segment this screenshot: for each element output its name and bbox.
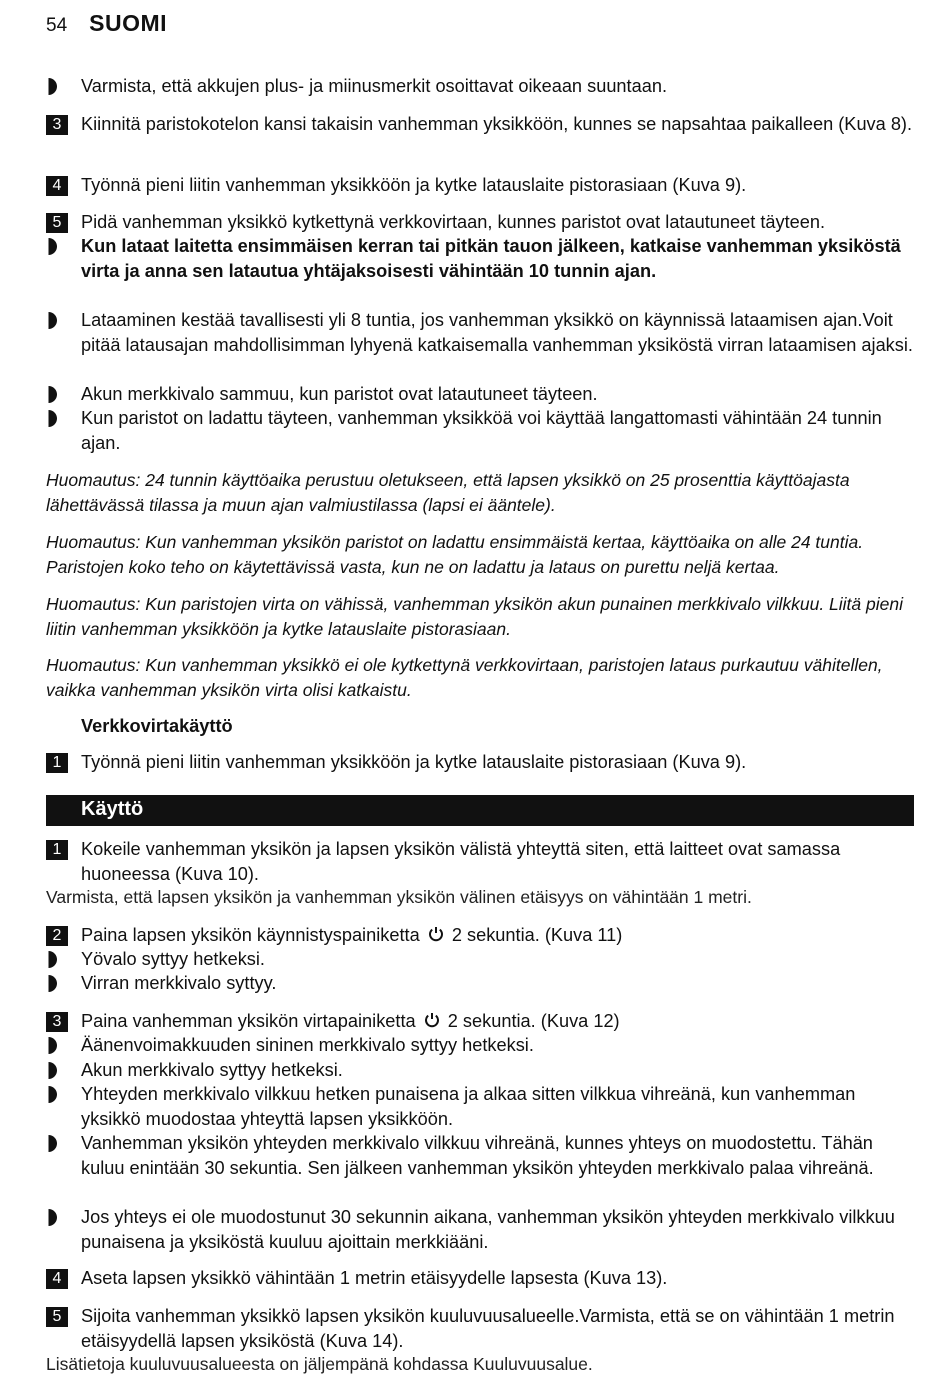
section-title: Käyttö bbox=[81, 798, 144, 820]
note: Huomautus: 24 tunnin käyttöaika perustuu oletukseen, että lapsen yksikkö on 25 prosenttia käyttöajasta lähettävässä tilassa ja muun ajan valmiustilassa (lapsi ei ääntele). bbox=[46, 470, 850, 515]
bullet-item: Kun paristot on ladattu täyteen, vanhemman yksikköä voi käyttää langattomasti vähintään 24 tunnin ajan. bbox=[46, 406, 916, 455]
power-icon bbox=[428, 926, 444, 942]
bullet-icon bbox=[46, 975, 56, 992]
step-item: 4 Aseta lapsen yksikkö vähintään 1 metrin etäisyydelle lapsesta (Kuva 13). bbox=[46, 1266, 916, 1291]
bullet-icon bbox=[46, 1135, 56, 1152]
subsection-heading: Verkkovirtakäyttö bbox=[81, 716, 233, 736]
step-number: 1 bbox=[46, 840, 68, 860]
note: Huomautus: Kun paristojen virta on vähissä, vanhemman yksikön akun punainen merkkivalo vilkkuu. Liitä pieni liitin vanhemman yksikköön ja kytke latauslaite pistorasiaan. bbox=[46, 594, 903, 639]
step-number: 4 bbox=[46, 1269, 68, 1289]
step-number: 4 bbox=[46, 176, 68, 196]
bullet-item: Äänenvoimakkuuden sininen merkkivalo syttyy hetkeksi. bbox=[46, 1033, 916, 1058]
step-item: 5 Pidä vanhemman yksikkö kytkettynä verkkovirtaan, kunnes paristot ovat latautuneet täyteen. bbox=[46, 210, 916, 235]
bullet-icon bbox=[46, 1037, 56, 1054]
plain-text: Varmista, että lapsen yksikön ja vanhemman yksikön välinen etäisyys on vähintään 1 metri. bbox=[46, 887, 752, 907]
step-item: 3 Paina vanhemman yksikön virtapainiketta 2 sekuntia. (Kuva 12) bbox=[46, 1009, 916, 1034]
bullet-item: Vanhemman yksikön yhteyden merkkivalo vilkkuu vihreänä, kunnes yhteys on muodostettu. Tähän kuluu enintään 30 sekuntia. Sen jälkeen vanhemman yksikön yhteyden merkkivalo palaa vihreänä. bbox=[46, 1131, 916, 1180]
plain-text: Lisätietoja kuuluvuusalueesta on jäljempänä kohdassa Kuuluvuusalue. bbox=[46, 1354, 593, 1374]
bullet-icon bbox=[46, 1062, 56, 1079]
bullet-item: Yhteyden merkkivalo vilkkuu hetken punaisena ja alkaa sitten vilkkua vihreänä, kun vanhemman yksikkö muodostaa yhteyttä lapsen yksikköön. bbox=[46, 1082, 916, 1131]
bullet-icon bbox=[46, 238, 56, 255]
section-heading-bar bbox=[46, 795, 914, 826]
page-header bbox=[46, 10, 167, 40]
power-icon bbox=[424, 1012, 440, 1028]
bullet-item: Lataaminen kestää tavallisesti yli 8 tuntia, jos vanhemman yksikkö on käynnissä lataamisen ajan.Voit pitää latausajan mahdollisimman lyhyenä katkaisemalla vanhemman yksiköstä virran lataamisen ajaksi. bbox=[46, 308, 916, 357]
step-number: 2 bbox=[46, 926, 68, 946]
step-item: 2 Paina lapsen yksikön käynnistyspainiketta 2 sekuntia. (Kuva 11) bbox=[46, 923, 916, 948]
bullet-item: Akun merkkivalo syttyy hetkeksi. bbox=[46, 1058, 916, 1083]
step-item: 3 Kiinnitä paristokotelon kansi takaisin vanhemman yksikköön, kunnes se napsahtaa paikalleen (Kuva 8). bbox=[46, 112, 916, 137]
page-language-title: SUOMI bbox=[89, 10, 168, 36]
step-item: 5 Sijoita vanhemman yksikkö lapsen yksikön kuuluvuusalueelle.Varmista, että se on vähintään 1 metrin etäisyydellä lapsen yksiköstä (Kuva 14). bbox=[46, 1304, 916, 1353]
bullet-icon bbox=[46, 312, 56, 329]
note: Huomautus: Kun vanhemman yksikön paristot on ladattu ensimmäistä kertaa, käyttöaika on alle 24 tuntia. Paristojen koko teho on käytettävissä vasta, kun ne on ladattu ja lataus on purettu neljä kertaa. bbox=[46, 532, 864, 577]
bullet-icon bbox=[46, 951, 56, 968]
step-number: 1 bbox=[46, 753, 68, 773]
step-item: 1 Työnnä pieni liitin vanhemman yksikköön ja kytke latauslaite pistorasiaan (Kuva 9). bbox=[46, 750, 916, 775]
step-number: 3 bbox=[46, 1012, 68, 1032]
bullet-item: Jos yhteys ei ole muodostunut 30 sekunnin aikana, vanhemman yksikön yhteyden merkkivalo vilkkuu punaisena ja yksiköstä kuuluu ajoittain merkkiääni. bbox=[46, 1205, 916, 1254]
bullet-icon bbox=[46, 386, 56, 403]
page-number: 54 bbox=[46, 15, 68, 36]
bullet-item: Kun lataat laitetta ensimmäisen kerran tai pitkän tauon jälkeen, katkaise vanhemman yksiköstä virta ja anna sen latautua yhtäjaksoisesti vähintään 10 tunnin ajan. bbox=[46, 234, 916, 283]
step-item: 1 Kokeile vanhemman yksikön ja lapsen yksikön välistä yhteyttä siten, että laitteet ovat samassa huoneessa (Kuva 10). bbox=[46, 837, 916, 886]
bullet-item: Virran merkkivalo syttyy. bbox=[46, 971, 916, 996]
bullet-icon bbox=[46, 1086, 56, 1103]
bullet-item: Varmista, että akkujen plus- ja miinusmerkit osoittavat oikeaan suuntaan. bbox=[46, 74, 916, 99]
bullet-icon bbox=[46, 410, 56, 427]
bullet-icon bbox=[46, 1209, 56, 1226]
step-number: 3 bbox=[46, 115, 68, 135]
step-number: 5 bbox=[46, 1307, 68, 1327]
bullet-icon bbox=[46, 78, 56, 95]
bullet-item: Yövalo syttyy hetkeksi. bbox=[46, 947, 916, 972]
bullet-item: Akun merkkivalo sammuu, kun paristot ovat latautuneet täyteen. bbox=[46, 382, 916, 407]
note: Huomautus: Kun vanhemman yksikkö ei ole kytkettynä verkkovirtaan, paristojen lataus purkautuu vähitellen, vaikka vanhemman yksikön virta olisi katkaistu. bbox=[46, 655, 883, 700]
step-number: 5 bbox=[46, 213, 68, 233]
step-item: 4 Työnnä pieni liitin vanhemman yksikköön ja kytke latauslaite pistorasiaan (Kuva 9). bbox=[46, 173, 916, 198]
